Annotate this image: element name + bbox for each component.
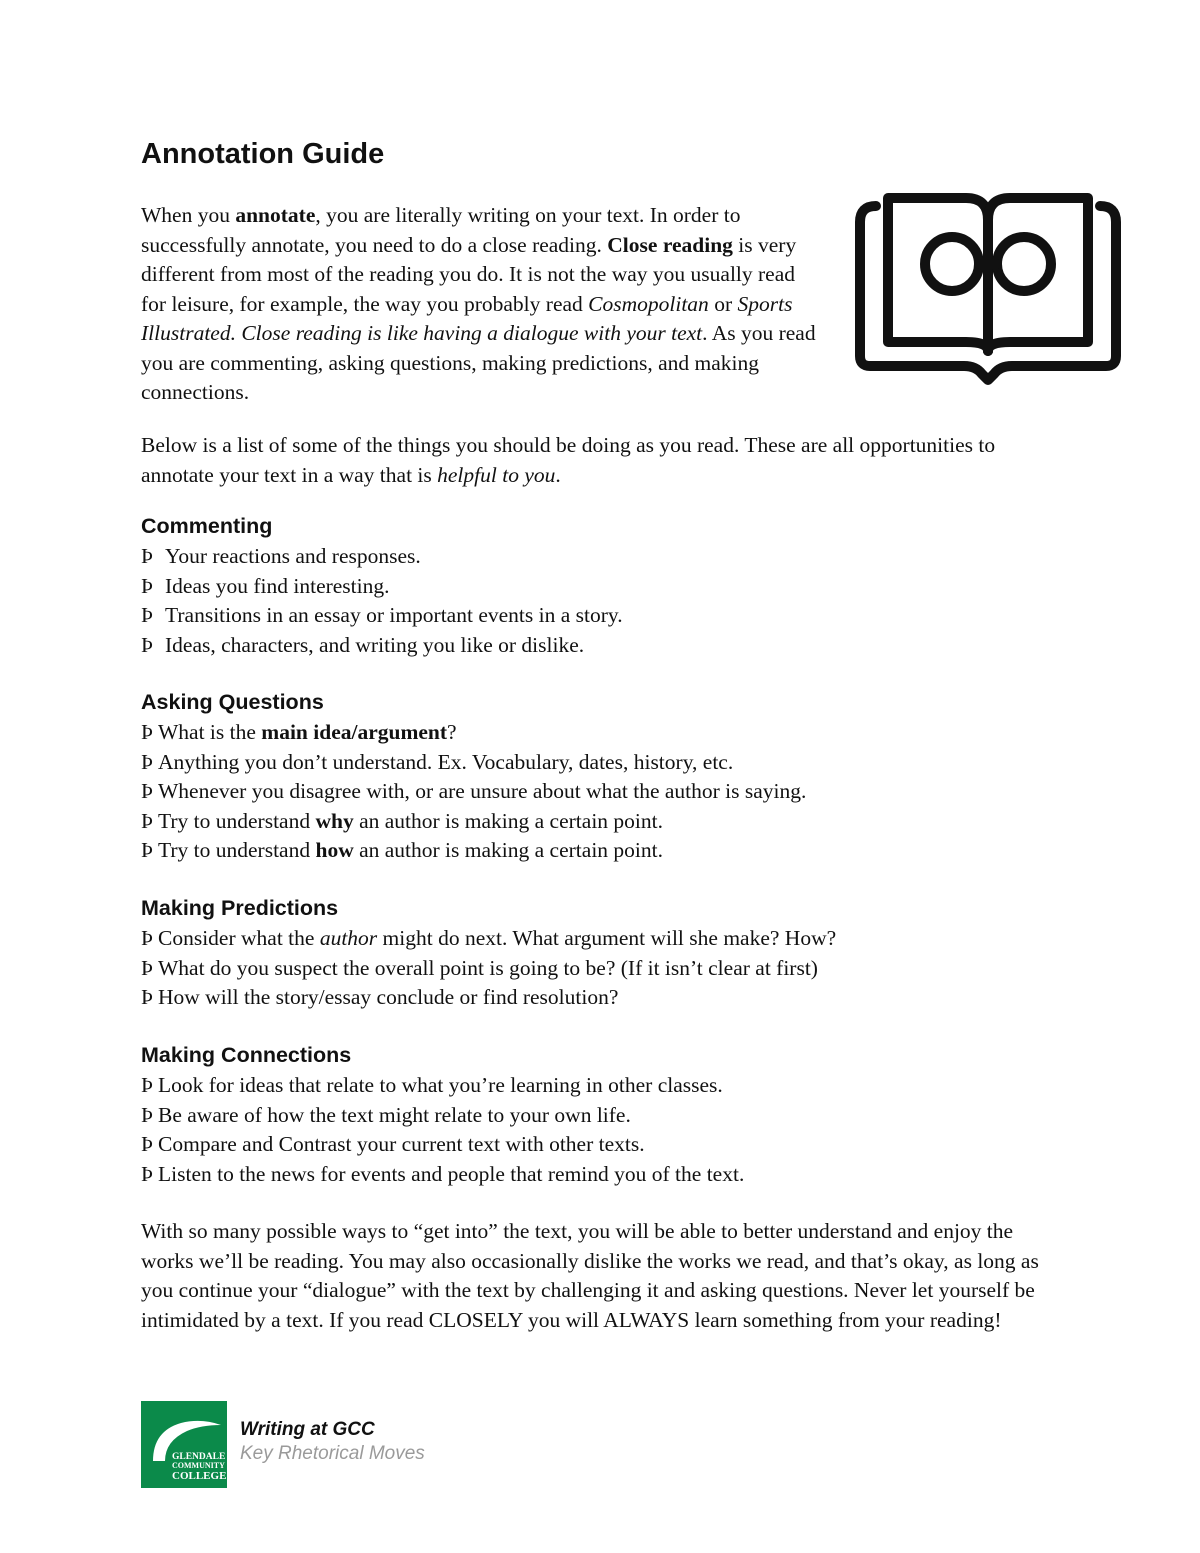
logo-line: COLLEGE <box>172 1470 227 1482</box>
bullet-icon: Þ <box>141 985 153 1009</box>
closing-paragraph: With so many possible ways to “get into” the text, you will be able to better understand and enjoy the works we’ll be reading. You may also occasionally dislike the works we read, and that’s okay, as long as you continue your “dialogue” with the text by challenging it and asking questions. Never let yourself be intimidated by a text. If you read CLOSELY you will ALWAYS learn something from your reading! <box>141 1219 1039 1332</box>
logo-line: GLENDALE <box>172 1452 226 1462</box>
asking-questions-section <box>141 688 1061 866</box>
list-item: Þ Transitions in an essay or important events in a story. <box>141 601 1061 631</box>
list-item: Þ Whenever you disagree with, or are unsure about what the author is saying. <box>141 777 1061 807</box>
list-item: Þ Your reactions and responses. <box>141 542 1061 572</box>
bullet-icon: Þ <box>141 1102 153 1127</box>
logo-line: COMMUNITY <box>172 1461 225 1470</box>
list-item: Þ What do you suspect the overall point is going to be? (If it isn’t clear at first) <box>141 954 1061 984</box>
bullet-icon: Þ <box>141 779 153 803</box>
list-item: Þ What is the main idea/argument? <box>141 718 1061 748</box>
section-heading: Making Connections <box>141 1043 352 1067</box>
bullet-icon: Þ <box>141 838 153 862</box>
list-item: Þ How will the story/essay conclude or find resolution? <box>141 983 1061 1013</box>
intro-paragraph: When you annotate, you are literally writing on your text. In order to successfully annotate, you need to do a close reading. Close reading is very different from most of the reading you do. It is not the way you usually read for leisure, for example, the way you probably read Cosmopolitan or Sports Illustrated. Close reading is like having a dialogue with your text. As you read you are commenting, asking questions, making predictions, and making connections. <box>141 203 816 404</box>
bullet-icon: Þ <box>141 955 153 980</box>
bullet-icon: Þ <box>141 1073 153 1097</box>
list-item: Þ Try to understand why an author is making a certain point. <box>141 807 1061 837</box>
commenting-section <box>141 512 1061 660</box>
bullet-icon: Þ <box>141 1132 153 1156</box>
open-book-with-glasses-icon <box>852 176 1124 388</box>
bullet-icon: Þ <box>141 632 153 657</box>
list-item: Þ Ideas you find interesting. <box>141 572 1061 602</box>
list-item: Þ Look for ideas that relate to what you’re learning in other classes. <box>141 1071 1061 1101</box>
making-predictions-section <box>141 894 1061 1013</box>
making-connections-section <box>141 1041 1061 1189</box>
section-heading: Commenting <box>141 514 273 538</box>
bullet-icon: Þ <box>141 720 153 744</box>
section-heading: Making Predictions <box>141 896 339 920</box>
gcc-logo <box>141 1401 227 1488</box>
footer-title: Writing at GCC <box>240 1419 375 1440</box>
section-heading: Asking Questions <box>141 690 324 714</box>
list-item: Þ Listen to the news for events and people that remind you of the text. <box>141 1160 1061 1190</box>
bullet-icon: Þ <box>141 544 153 568</box>
footer-subtitle: Key Rhetorical Moves <box>240 1443 425 1464</box>
bullet-icon: Þ <box>141 1161 153 1186</box>
gcc-logo-mark <box>141 1401 227 1488</box>
bullet-icon: Þ <box>141 573 153 598</box>
page-title: Annotation Guide <box>141 138 385 170</box>
list-item: Þ Be aware of how the text might relate to your own life. <box>141 1101 1061 1131</box>
bullet-icon: Þ <box>141 603 153 627</box>
list-item: Þ Anything you don’t understand. Ex. Vocabulary, dates, history, etc. <box>141 748 1061 778</box>
list-item: Þ Try to understand how an author is making a certain point. <box>141 836 1061 866</box>
list-item: Þ Consider what the author might do next. What argument will she make? How? <box>141 924 1061 954</box>
bullet-icon: Þ <box>141 749 153 774</box>
bullet-icon: Þ <box>141 926 153 950</box>
bullet-icon: Þ <box>141 808 153 833</box>
list-intro-paragraph: Below is a list of some of the things you should be doing as you read. These are all opportunities to annotate your text in a way that is helpful to you. <box>141 433 996 487</box>
list-item: Þ Ideas, characters, and writing you like or dislike. <box>141 631 1061 661</box>
list-item: Þ Compare and Contrast your current text with other texts. <box>141 1130 1061 1160</box>
